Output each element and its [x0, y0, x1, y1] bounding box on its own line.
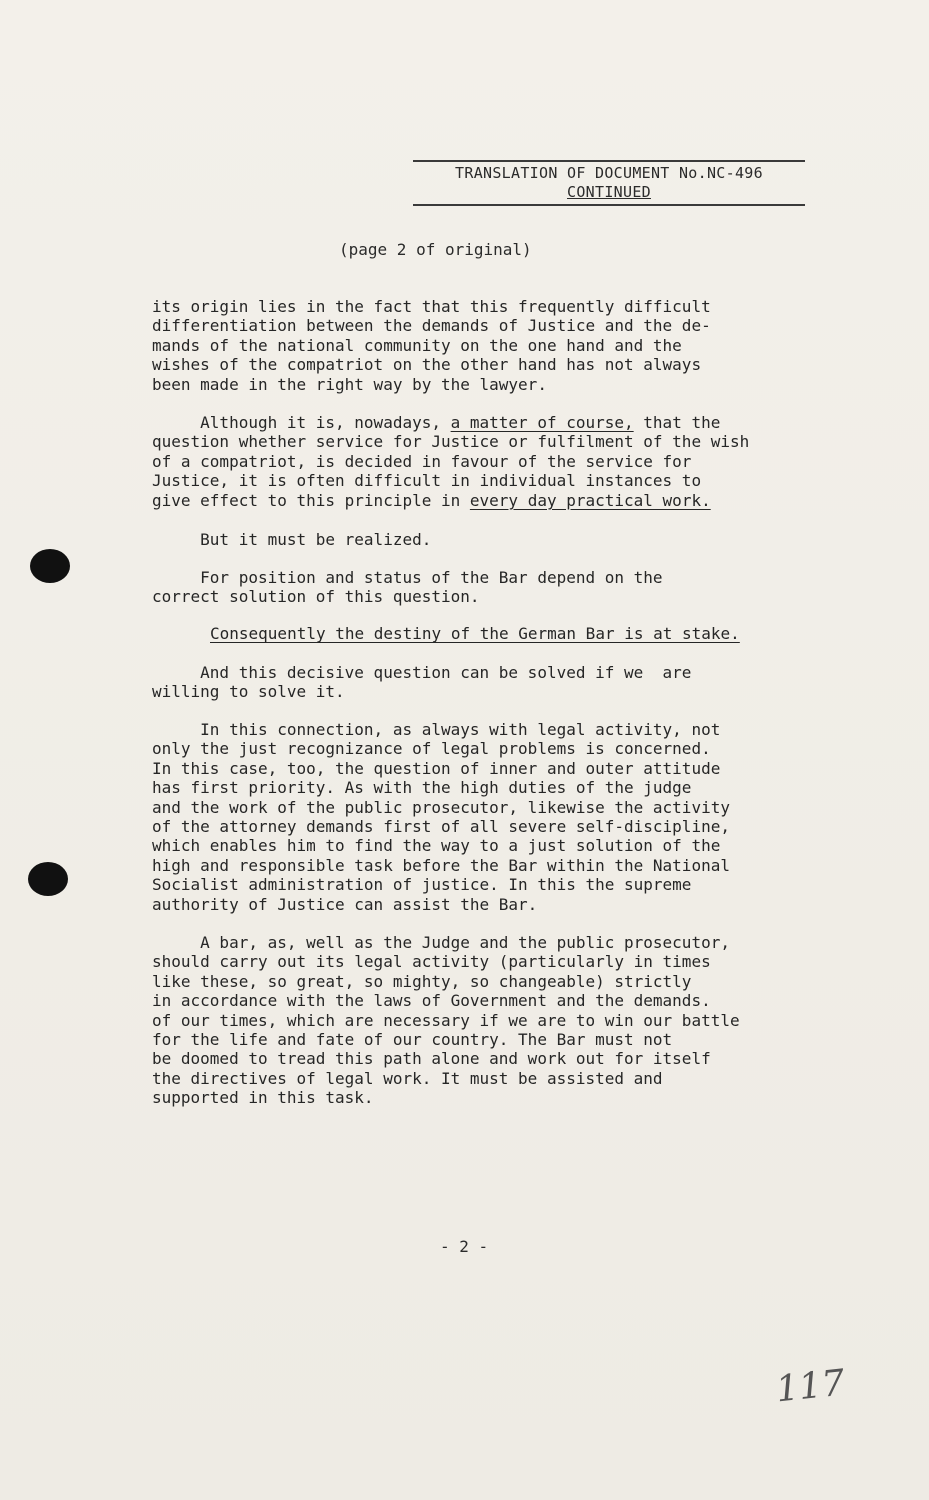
punch-hole-top	[30, 549, 70, 583]
underline-matter-of-course: a matter of course,	[450, 413, 634, 432]
page-number: - 2 -	[440, 1237, 489, 1256]
paragraph-8: A bar, as, well as the Judge and the public prosecutor, should carry out its legal activity (particularly in times like these, so great, so mighty, so changeable) strictly in accordance with the laws of Government and the demands. of our times, which are necessary if we are to win our battle for the life and fate of our country. The Bar must not be doomed to tread this path alone and work out for itself the directives of legal work. It must be assisted and supported in this task.	[152, 933, 740, 1108]
paragraph-2: Although it is, nowadays, a matter of course, that the question whether service for Justice or fulfilment of the wish of a compatriot, is decided in favour of the service for Justice, it is often difficult in individual instances to give effect to this principle in every day practical work.	[152, 413, 750, 510]
header-title: TRANSLATION OF DOCUMENT No.NC-496	[455, 164, 763, 182]
paragraph-6: And this decisive question can be solved if we are willing to solve it.	[152, 663, 692, 702]
paragraph-7: In this connection, as always with legal activity, not only the just recognizance of legal problems is concerned. In this case, too, the question of inner and outer attitude has first priority. As with the high duties of the judge and the work of the public prosecutor, likewise the activity of the attorney demands first of all severe self-discipline, which enables him to find the way to a just solution of the high and responsible task before the Bar within the National Socialist administration of justice. In this the supreme authority of Justice can assist the Bar.	[152, 720, 730, 914]
header-continued: CONTINUED	[567, 183, 651, 201]
underline-practical-work: every day practical work.	[469, 490, 711, 510]
paragraph-4: For position and status of the Bar depend on the correct solution of this question.	[152, 568, 663, 607]
paragraph-1: its origin lies in the fact that this frequently difficult differentiation between the demands of Justice and the de- mands of the national community on the one hand and the wishes of the compatriot on the other hand has not always been made in the right way by the lawyer.	[152, 297, 711, 394]
original-page-note: (page 2 of original)	[339, 240, 532, 259]
document-header	[413, 160, 805, 206]
handwritten-folio-number: 117	[774, 1362, 847, 1411]
paragraph-3: But it must be realized.	[152, 530, 432, 549]
punch-hole-bottom	[28, 862, 68, 896]
paragraph-5: Consequently the destiny of the German Bar is at stake.	[210, 624, 740, 643]
